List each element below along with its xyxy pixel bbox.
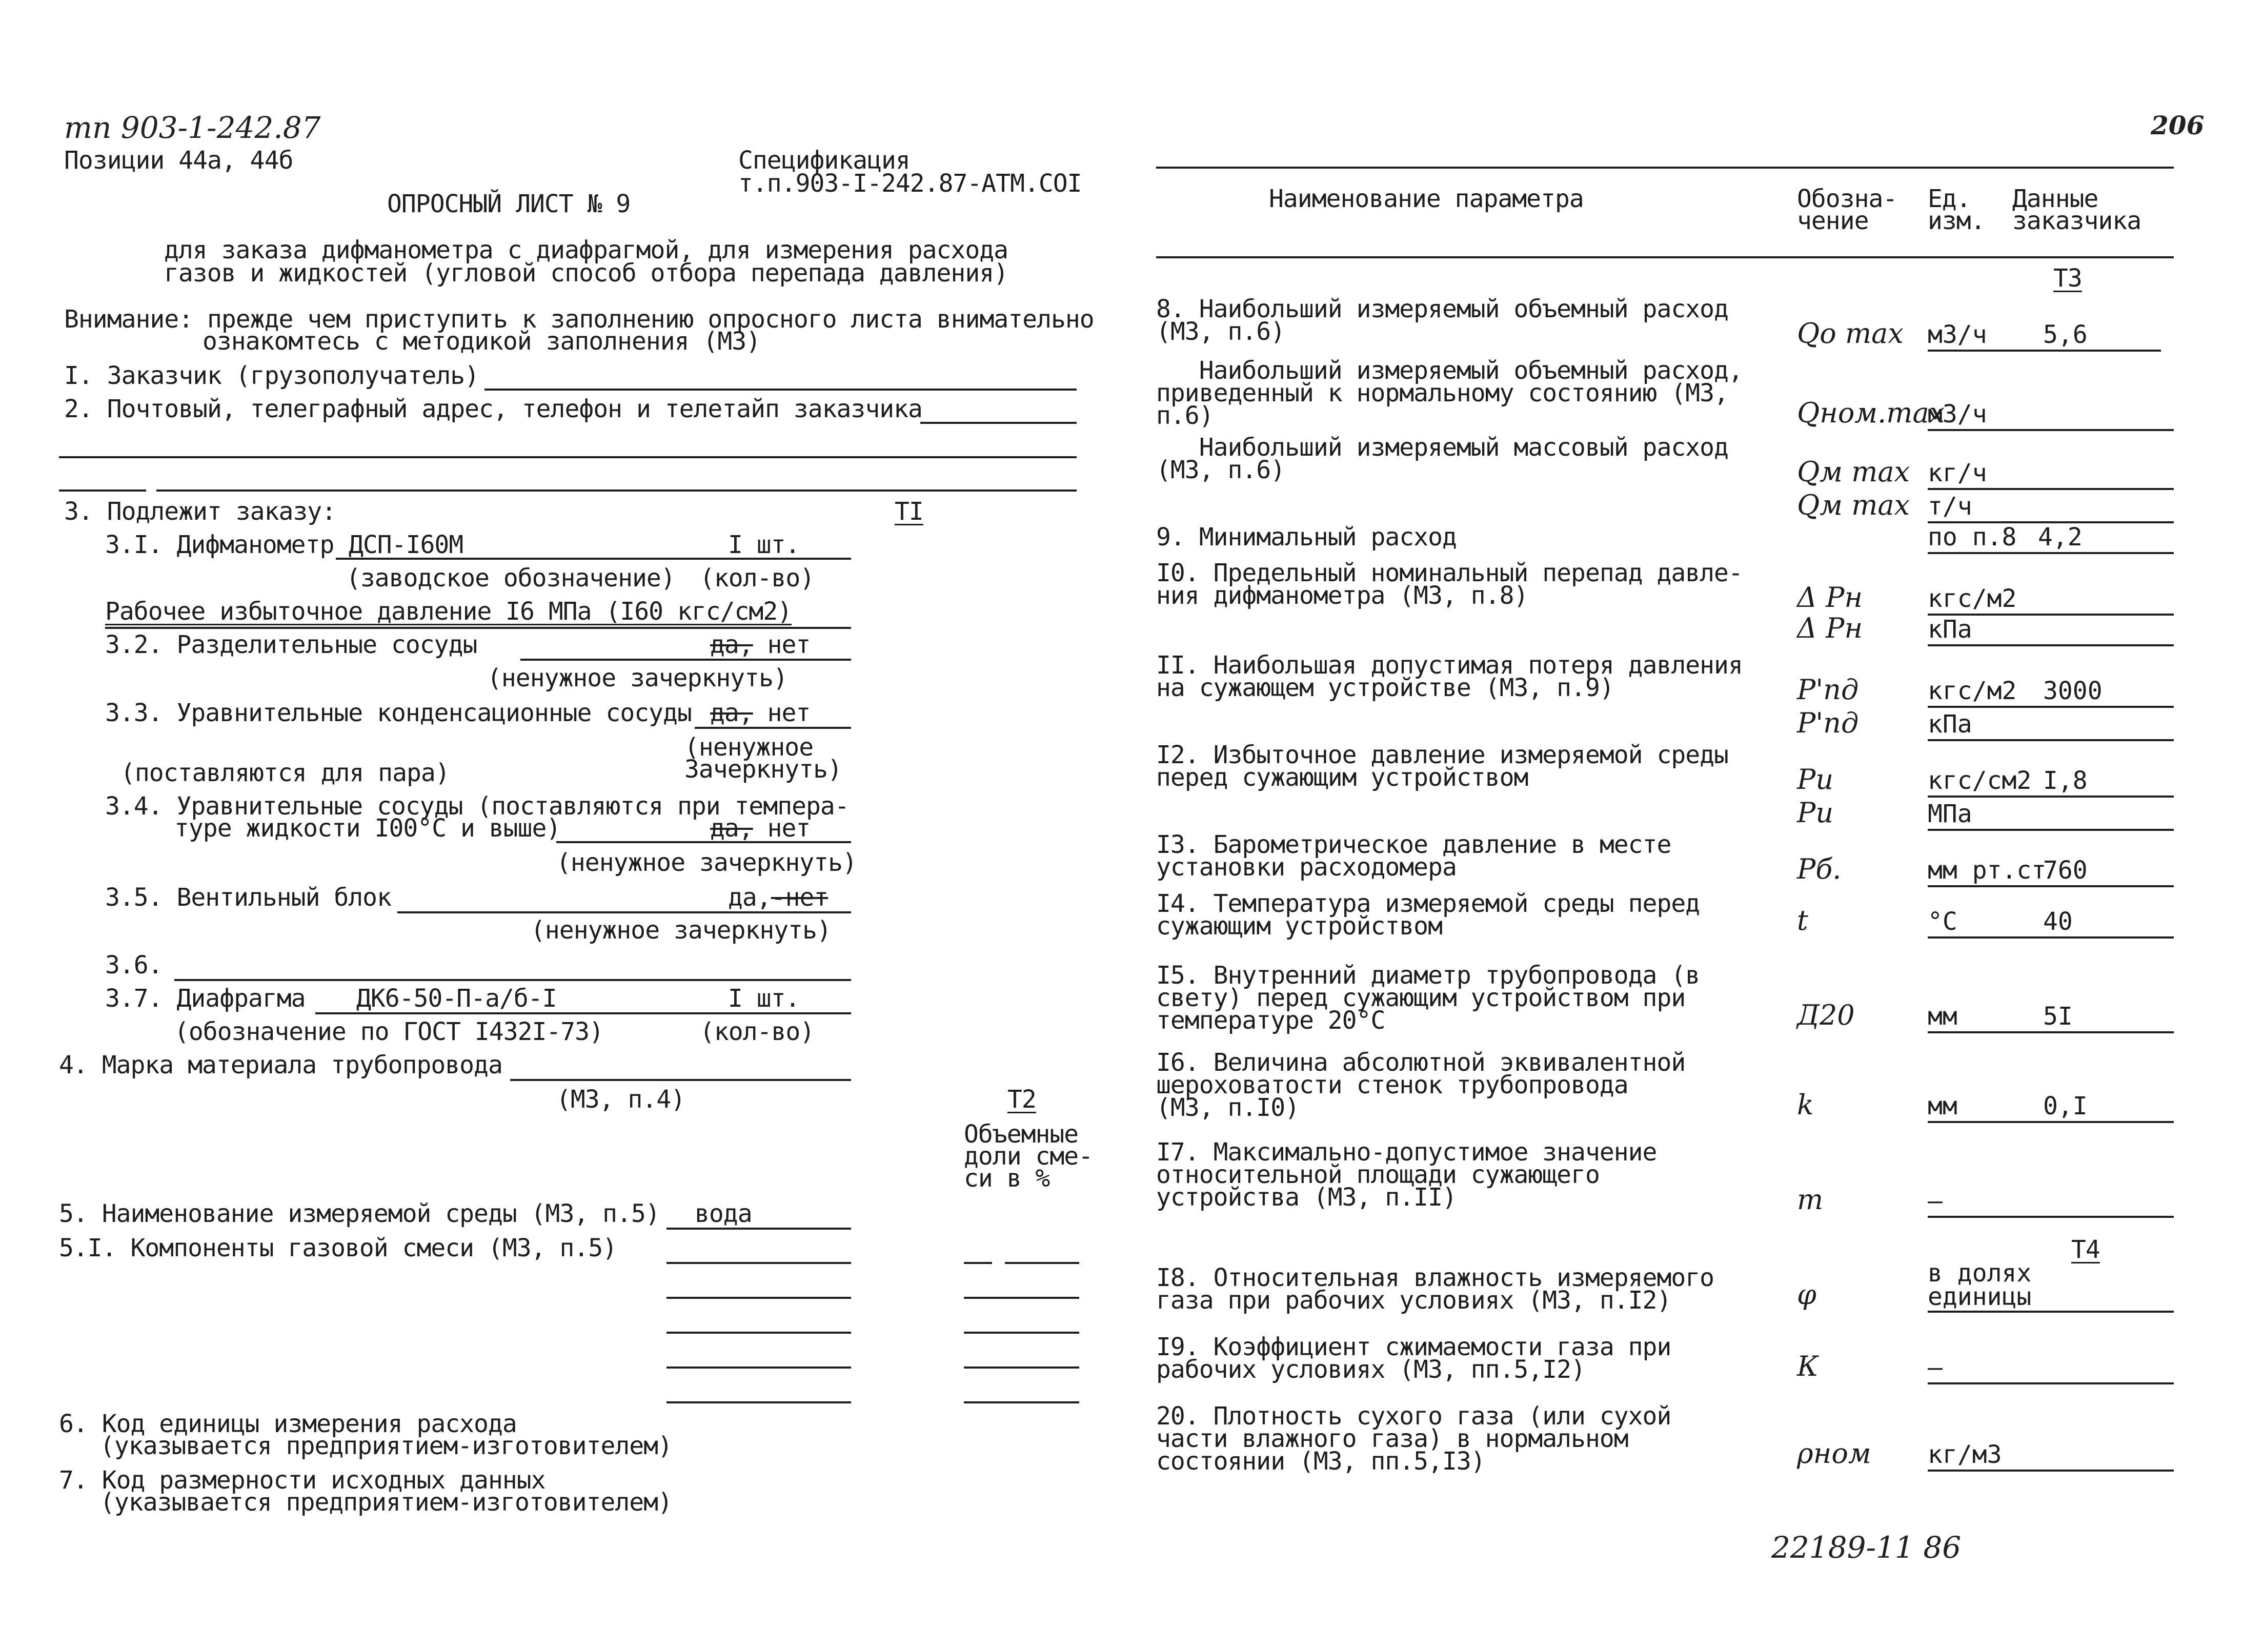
attention-line-2: ознакомтесь с методикой заполнения (МЗ) — [203, 327, 761, 356]
parameter-symbol: Qм max — [1797, 456, 1910, 488]
parameter-symbol: Д20 — [1797, 999, 1855, 1031]
parameter-label-line: свету) перед сужающим устройством при — [1156, 984, 1686, 1012]
item-3-5-note: (ненужное зачеркнуть) — [531, 916, 831, 945]
subtitle-line-1: для заказа дифманометра с диафрагмой, для измерения расхода — [164, 236, 1008, 264]
parameter-label-line: I9. Коэффициент сжимаемости газа при — [1156, 1333, 1671, 1361]
parameter-value: 3000 — [2043, 677, 2103, 705]
item-3-2-no: нет — [753, 630, 811, 659]
parameter-label-line: (МЗ, п.6) — [1156, 456, 1285, 484]
parameter-label-line: (МЗ, п.6) — [1156, 317, 1285, 346]
item-3-4-choice — [710, 814, 811, 843]
parameter-label-line: на сужающем устройстве (МЗ, п.9) — [1156, 674, 1614, 702]
positions-label: Позиции 44а, 44б — [64, 146, 293, 175]
spec-code: т.п.903-I-242.87-АТМ.COI — [738, 169, 1082, 198]
parameter-label-line: 8. Наибольший измеряемый объемный расход — [1156, 295, 1728, 323]
item-3-1-line — [336, 558, 851, 560]
parameter-label-line: п.6) — [1156, 401, 1214, 430]
item-3-1-qty: I шт. — [728, 531, 800, 559]
item-3-5-no: -нет — [771, 883, 829, 912]
footer-stamp: 22189-11 86 — [1771, 1530, 1962, 1565]
item-3-5-line — [397, 911, 851, 913]
address-line-1 — [920, 422, 1077, 424]
parameter-unit: мм — [1928, 1002, 1957, 1031]
item-3-1-value: ДСП-I60M — [349, 531, 463, 559]
parameter-unit: кгс/м2 — [1928, 677, 2017, 705]
item-5-label: 5. Наименование измеряемой среды (МЗ, п.5) — [59, 1199, 660, 1228]
page-number: 206 — [2151, 110, 2205, 140]
parameter-label-line: II. Наибольшая допустимая потеря давления — [1156, 651, 1743, 680]
parameter-value: 5,6 — [2043, 320, 2088, 349]
item-3-6-line — [174, 979, 851, 981]
parameter-label-line: Наибольший измеряемый объемный расход, — [1156, 356, 1743, 385]
parameter-symbol: Qо max — [1797, 317, 1904, 350]
item-3-3-label: 3.3. Уравнительные конденсационные сосуды — [105, 699, 692, 727]
item-3-3-supply: (поставляются для пара) — [120, 759, 450, 787]
parameter-fill-line — [1928, 1121, 2174, 1123]
parameter-label-line: 20. Плотность сухого газа (или сухой — [1156, 1402, 1671, 1431]
parameter-unit: мм — [1928, 1092, 1957, 1120]
t4-code: T4 — [2071, 1235, 2100, 1264]
parameter-fill-line — [1928, 552, 2174, 554]
parameter-unit: в долях единицы — [1928, 1259, 2032, 1311]
item-3-3-choice — [710, 701, 810, 725]
parameter-label-line: (МЗ, п.I0) — [1156, 1093, 1299, 1122]
parameter-label-line: I4. Температура измеряемой среды перед — [1156, 889, 1700, 918]
parameter-value: 40 — [2043, 907, 2073, 936]
parameter-symbol: φ — [1797, 1278, 1816, 1311]
item-3-order: 3. Подлежит заказу: — [64, 497, 336, 526]
gas-share-line-3 — [964, 1332, 1079, 1334]
parameter-fill-line — [1928, 829, 2174, 831]
spec-label: Спецификация — [738, 146, 910, 175]
parameter-fill-line — [1928, 429, 2174, 431]
table-top-line — [1156, 167, 2174, 169]
parameter-label-line: температуре 20°С — [1156, 1006, 1385, 1035]
item-6-label-b: (указывается предприятием-изготовителем) — [100, 1432, 672, 1460]
header-data-a: Данные — [2012, 185, 2098, 213]
item-3-7-label: 3.7. Диафрагма — [105, 984, 306, 1013]
t2-note-2: доли сме- — [964, 1142, 1093, 1171]
gas-component-line-4 — [666, 1367, 851, 1369]
parameter-label-line: I6. Величина абсолютной эквивалентной — [1156, 1048, 1686, 1077]
parameter-label-line: состоянии (МЗ, пп.5,I3) — [1156, 1447, 1485, 1476]
parameter-unit: МПа — [1928, 800, 1972, 828]
address-line-4 — [156, 490, 1077, 492]
parameter-symbol: Р'пд — [1797, 674, 1859, 706]
parameter-symbol: Ри — [1797, 763, 1834, 796]
item-3-1-note-2: (кол-во) — [700, 564, 815, 593]
parameter-unit: – — [1928, 1353, 1943, 1382]
parameter-value: I,8 — [2043, 766, 2088, 795]
parameter-label-line: рабочих условиях (МЗ, пп.5,I2) — [1156, 1355, 1585, 1384]
item-3-4-label-b: туре жидкости I00°C и выше) — [174, 814, 561, 843]
t1-code: TI — [895, 497, 923, 526]
parameter-fill-line — [1928, 796, 2174, 798]
subtitle-line-2: газов и жидкостей (угловой способ отбора перепада давления) — [164, 259, 1008, 288]
parameter-label-line: газа при рабочих условиях (МЗ, п.I2) — [1156, 1286, 1671, 1315]
working-pressure-line — [105, 627, 851, 629]
parameter-label-line: 9. Минимальный расход — [1156, 523, 1457, 552]
parameter-unit: кПа — [1928, 615, 1972, 644]
parameter-fill-line — [1928, 936, 2174, 939]
parameter-label-line: перед сужающим устройством — [1156, 763, 1528, 792]
parameter-fill-line — [1928, 1470, 2174, 1472]
gas-component-line-2 — [666, 1297, 851, 1299]
item-3-5-label: 3.5. Вентильный блок — [105, 883, 391, 912]
parameter-unit: °С — [1928, 907, 1957, 936]
parameter-label-line: I3. Барометрическое давление в месте — [1156, 830, 1671, 859]
header-designation-b: чение — [1797, 207, 1869, 235]
parameter-label-line: установки расходомера — [1156, 853, 1457, 882]
parameter-symbol: Δ Рн — [1797, 581, 1863, 614]
parameter-label-line: части влажного газа) в нормальном — [1156, 1424, 1628, 1453]
parameter-label-line: приведенный к нормальному состоянию (МЗ, — [1156, 379, 1728, 407]
gas-share-line-4 — [964, 1367, 1079, 1369]
item-3-7-note-1: (обозначение по ГОСТ I432I-73) — [174, 1017, 603, 1046]
parameter-label-line: сужающим устройством — [1156, 912, 1442, 941]
t2-code: T2 — [1007, 1085, 1036, 1114]
parameter-fill-line — [1928, 1216, 2174, 1218]
parameter-unit: м3/ч — [1928, 320, 1987, 349]
parameter-symbol: Рб. — [1797, 853, 1842, 885]
parameter-symbol: Qном.max — [1797, 397, 1945, 429]
header-designation-a: Обозна- — [1797, 185, 1897, 213]
item-3-5-yes: да, — [728, 883, 771, 912]
header-name: Наименование параметра — [1269, 185, 1584, 213]
parameter-value: 760 — [2043, 856, 2088, 885]
address-line-2 — [59, 456, 1077, 458]
parameter-fill-line — [1928, 644, 2174, 646]
item-1-customer: I. Заказчик (грузополучатель) — [64, 361, 479, 390]
parameter-symbol: К — [1797, 1350, 1818, 1382]
parameter-unit: м3/ч — [1928, 400, 1987, 429]
parameter-label-line: ния дифманометра (МЗ, п.8) — [1156, 581, 1528, 610]
parameter-value: 4,2 — [2038, 523, 2083, 552]
gas-component-line-3 — [666, 1332, 851, 1334]
table-header-line — [1156, 256, 2174, 258]
parameter-label-line: I8. Относительная влажность измеряемого — [1156, 1263, 1714, 1292]
handwritten-code: тп 903-1-242.87 — [64, 110, 321, 145]
gas-component-line-1 — [666, 1262, 851, 1264]
item-7-label-a: 7. Код размерности исходных данных — [59, 1466, 545, 1495]
item-3-7-line — [315, 1012, 851, 1014]
parameter-fill-line — [1928, 1311, 2174, 1313]
parameter-unit: – — [1928, 1187, 1943, 1215]
attention-line-1: Внимание: прежде чем приступить к заполнению опросного листа внимательно — [64, 305, 1094, 334]
parameter-unit: кгс/см2 — [1928, 766, 2032, 795]
item-3-1-note-1: (заводское обозначение) — [346, 564, 675, 593]
parameter-value: 5I — [2043, 1002, 2073, 1031]
t3-code: T3 — [2053, 264, 2082, 293]
item-3-6-label: 3.6. — [105, 951, 163, 980]
parameter-label-line: относительной площади сужающего — [1156, 1160, 1600, 1189]
item-7-label-b: (указывается предприятием-изготовителем) — [100, 1488, 672, 1517]
parameter-symbol: Δ Рн — [1797, 612, 1863, 644]
parameter-fill-line — [1928, 1382, 2174, 1384]
parameter-unit: кг/м3 — [1928, 1440, 2002, 1469]
item-3-3-line — [695, 727, 851, 729]
parameter-label-line: устройства (МЗ, п.II) — [1156, 1183, 1457, 1212]
item-3-2-yes: да, — [710, 630, 753, 659]
parameter-label-line: I0. Предельный номинальный перепад давле- — [1156, 559, 1743, 587]
header-unit-a: Ед. — [1928, 185, 1971, 213]
parameter-symbol: Ри — [1797, 797, 1834, 829]
parameter-unit: кПа — [1928, 710, 1972, 739]
parameter-unit: т/ч — [1928, 492, 1972, 521]
parameter-value: 0,I — [2043, 1092, 2088, 1120]
item-4-ref: (МЗ, п.4) — [556, 1085, 685, 1114]
item-3-7-note-2: (кол-во) — [700, 1017, 815, 1046]
parameter-fill-line — [1928, 1031, 2174, 1033]
item-3-1-label: 3.I. Дифманометр — [105, 531, 334, 559]
t2-note-3: си в % — [964, 1164, 1050, 1193]
item-3-4-line — [556, 841, 851, 843]
parameter-fill-line — [1928, 739, 2174, 741]
parameter-label-line: I7. Максимально-допустимое значение — [1156, 1138, 1657, 1167]
item-3-2-note: (ненужное зачеркнуть) — [487, 664, 787, 692]
item-3-3-yes: да, — [710, 699, 753, 727]
item-3-4-no: нет — [753, 814, 811, 843]
parameter-label-line: I2. Избыточное давление измеряемой среды — [1156, 741, 1728, 769]
page-title: ОПРОСНЫЙ ЛИСТ № 9 — [387, 190, 631, 218]
item-3-2-label: 3.2. Разделительные сосуды — [105, 630, 477, 659]
gas-share-line-2 — [964, 1297, 1079, 1299]
item-3-7-qty: I шт. — [728, 984, 800, 1013]
parameter-label-line: I5. Внутренний диаметр трубопровода (в — [1156, 961, 1700, 990]
parameter-unit: мм рт.ст — [1928, 856, 2047, 885]
item-3-7-value: ДК6-50-П-а/б-I — [356, 984, 557, 1013]
gas-share-line-1a — [964, 1262, 992, 1264]
item-5-line — [666, 1228, 851, 1230]
item-3-3-note-a: (ненужное — [684, 733, 814, 762]
parameter-label-line: шероховатости стенок трубопровода — [1156, 1071, 1628, 1099]
t2-note-1: Объемные — [964, 1120, 1079, 1149]
item-4-line — [510, 1079, 851, 1081]
parameter-symbol: Р'пд — [1797, 707, 1859, 739]
parameter-symbol: ρном — [1797, 1437, 1871, 1470]
parameter-fill-line — [1928, 885, 2174, 887]
item-3-2-line — [520, 659, 851, 661]
parameter-fill-line — [1928, 488, 2174, 490]
item-3-4-note: (ненужное зачеркнуть) — [556, 848, 857, 877]
parameter-fill-line — [1928, 706, 2174, 708]
item-3-5-choice — [728, 883, 829, 912]
parameter-symbol: Qм max — [1797, 489, 1910, 521]
header-unit-b: изм. — [1928, 207, 1985, 235]
parameter-unit: кгс/м2 — [1928, 584, 2017, 613]
item-3-4-yes: да, — [710, 814, 753, 843]
parameter-fill-line — [1928, 350, 2161, 352]
gas-component-line-5 — [666, 1401, 851, 1403]
item-3-3-note-b: Зачеркнуть) — [684, 755, 842, 784]
parameter-symbol: k — [1797, 1089, 1814, 1121]
customer-line — [484, 389, 1077, 391]
item-3-2-choice — [710, 630, 811, 659]
item-6-label-a: 6. Код единицы измерения расхода — [59, 1410, 517, 1438]
header-data-b: заказчика — [2012, 207, 2141, 235]
parameter-unit: кг/ч — [1928, 459, 1987, 487]
item-5-value: вода — [695, 1199, 752, 1228]
address-line-3 — [59, 490, 146, 492]
item-4-label: 4. Марка материала трубопровода — [59, 1051, 502, 1079]
item-5-1-label: 5.I. Компоненты газовой смеси (МЗ, п.5) — [59, 1234, 617, 1262]
parameter-symbol: m — [1797, 1184, 1824, 1216]
item-3-3-no: нет — [753, 699, 811, 727]
parameter-unit: по п.8 — [1928, 523, 2017, 552]
parameter-label-line: Наибольший измеряемый массовый расход — [1156, 433, 1728, 462]
item-3-4-label-a: 3.4. Уравнительные сосуды (поставляются при темпера- — [105, 792, 849, 821]
gas-share-line-1b — [1005, 1262, 1079, 1264]
gas-share-line-5 — [964, 1401, 1079, 1403]
item-2-address: 2. Почтовый, телеграфный адрес, телефон и телетайп заказчика — [64, 395, 922, 423]
working-pressure: Рабочее избыточное давление I6 МПа (I60 кгс/см2) — [105, 597, 792, 626]
parameter-symbol: t — [1797, 904, 1808, 936]
